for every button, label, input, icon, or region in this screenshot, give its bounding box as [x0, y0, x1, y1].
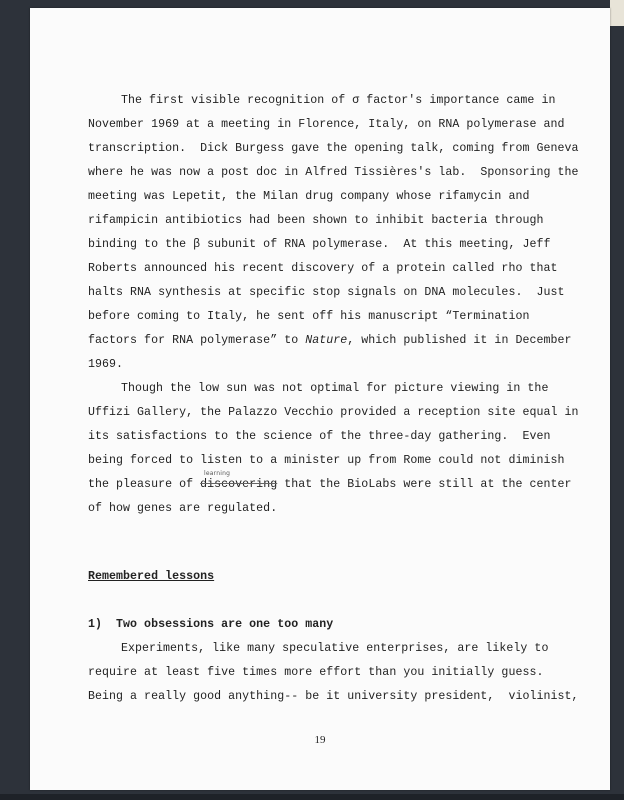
subheading: 1) Two obsessions are one too many: [88, 618, 334, 631]
body-text-line: rifampicin antibiotics had been shown to inhibit bacteria through: [88, 214, 544, 227]
body-text-line: binding to the β subunit of RNA polymerase. At this meeting, Jeff: [88, 238, 551, 251]
body-text-line: halts RNA synthesis at specific stop signals on DNA molecules. Just: [88, 286, 565, 299]
struck-word: discovering: [200, 478, 278, 491]
body-text-line: of how genes are regulated.: [88, 502, 278, 515]
body-text-line: where he was now a post doc in Alfred Tissières's lab. Sponsoring the: [88, 166, 579, 179]
body-text-line: Though the low sun was not optimal for picture viewing in the: [121, 382, 549, 395]
body-text-line: meeting was Lepetit, the Milan drug company whose rifamycin and: [88, 190, 530, 203]
text-run: factors for RNA polymerase” to: [88, 334, 306, 347]
text-run: that the BioLabs were still at the center: [277, 478, 572, 491]
journal-title: Nature: [305, 334, 348, 347]
section-heading: Remembered lessons: [88, 570, 215, 583]
document-page: [30, 8, 610, 790]
body-text-line: its satisfactions to the science of the three-day gathering. Even: [88, 430, 551, 443]
body-text-line: The first visible recognition of σ factor's importance came in: [121, 94, 556, 107]
body-text-line: Roberts announced his recent discovery of a protein called rho that: [88, 262, 558, 275]
body-text-line: Experiments, like many speculative enterprises, are likely to: [121, 642, 549, 655]
body-text-line: before coming to Italy, he sent off his manuscript “Termination: [88, 310, 530, 323]
body-text-line: 1969.: [88, 358, 124, 371]
paper-edge: [610, 0, 624, 26]
page-number: 19: [314, 734, 326, 746]
text-run: , which published it in December: [347, 334, 572, 347]
body-text-line: Uffizi Gallery, the Palazzo Vecchio provided a reception site equal in: [88, 406, 579, 419]
body-text-line: November 1969 at a meeting in Florence, Italy, on RNA polymerase and: [88, 118, 565, 131]
body-text-line: [88, 478, 572, 492]
body-text-line: require at least five times more effort than you initially guess.: [88, 666, 544, 679]
scan-bottom-edge: [0, 794, 624, 800]
body-text-line: [88, 334, 572, 348]
body-text-line: Being a really good anything-- be it university president, violinist,: [88, 690, 579, 703]
text-run: the pleasure of: [88, 478, 201, 491]
handwritten-annotation: learning: [204, 470, 231, 477]
body-text-line: transcription. Dick Burgess gave the opening talk, coming from Geneva: [88, 142, 579, 155]
body-text-line: being forced to listen to a minister up from Rome could not diminish: [88, 454, 565, 467]
